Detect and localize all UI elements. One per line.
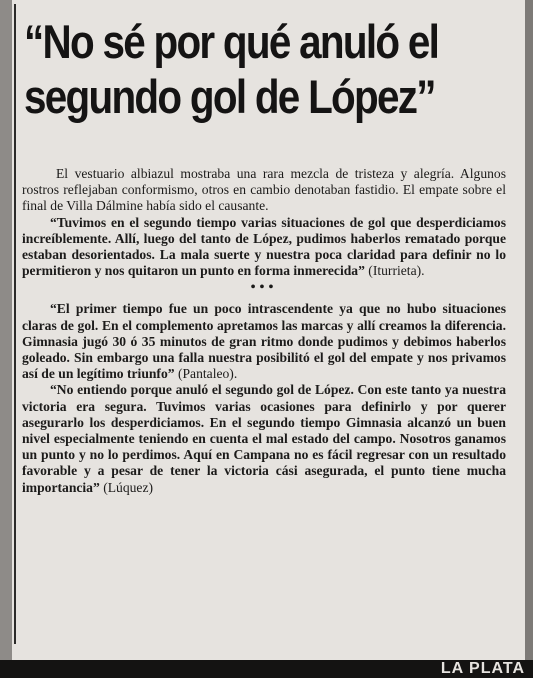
article-body (22, 166, 506, 496)
headline-line-2: segundo gol de López” (24, 70, 435, 123)
quote-text: “El primer tiempo fue un poco intrascendente ya que no hubo situaciones claras de gol. En el complemento apretamos las marcas y allí creamos la diferencia. Gimnasia jugó 30 ó 35 minutos de gran ritmo donde pudimos y debimos haberlos goleado. Sin embargo una falla nuestra posibilitó el gol del empate y nos privamos así de un legítimo triunfo” (22, 301, 506, 382)
quote-attribution: (Lúquez) (103, 479, 154, 495)
headline-line-1: “No sé por qué anuló el (24, 15, 439, 68)
column-rule (14, 4, 16, 644)
quote-attribution: (Pantaleo). (177, 366, 238, 382)
adjacent-column-edge (0, 0, 12, 678)
quote-text: “No entiendo porque anuló el segundo gol de López. Con este tanto ya nuestra victoria era segura. Tuvimos varias ocasiones para definirlo y por querer asegurarlo los desperdiciamos. En el segundo tiempo Gimnasia alcanzó un buen nivel especialmente teniendo en cuenta el mal estado del campo. Nosotros ganamos un punto y no lo perdimos. Aquí en Campana no es fácil regresar con un resultado favorable y a pesar de tener la victoria cási asegurada, el punto tiene mucha importancia” (22, 382, 506, 495)
page-edge (525, 0, 533, 660)
next-article-header-text: LA PLATA (440, 660, 525, 677)
quote-luquez (22, 382, 506, 495)
quote-iturrieta (22, 215, 506, 280)
section-separator: ••• (250, 280, 278, 296)
quote-pantaleo (22, 301, 506, 382)
intro-paragraph: El vestuario albiazul mostraba una rara mezcla de tristeza y alegría. Algunos rostros reflejaban conformismo, otros en cambio denotaban fastidio. El empate sobre el final de Villa Dálmine había sido el causante. (22, 166, 506, 214)
quote-text: “Tuvimos en el segundo tiempo varias situaciones de gol que desperdiciamos increíblemente. Allí, luego del tanto de López, pudimos haberlos rematado porque estaban desorientados. La mala suerte y nuestra poca claridad para definir no lo permitieron y nos quitaron un punto en forma inmerecida” (22, 214, 506, 279)
headline (24, 14, 445, 124)
quote-attribution: (Iturrieta). (368, 263, 425, 279)
